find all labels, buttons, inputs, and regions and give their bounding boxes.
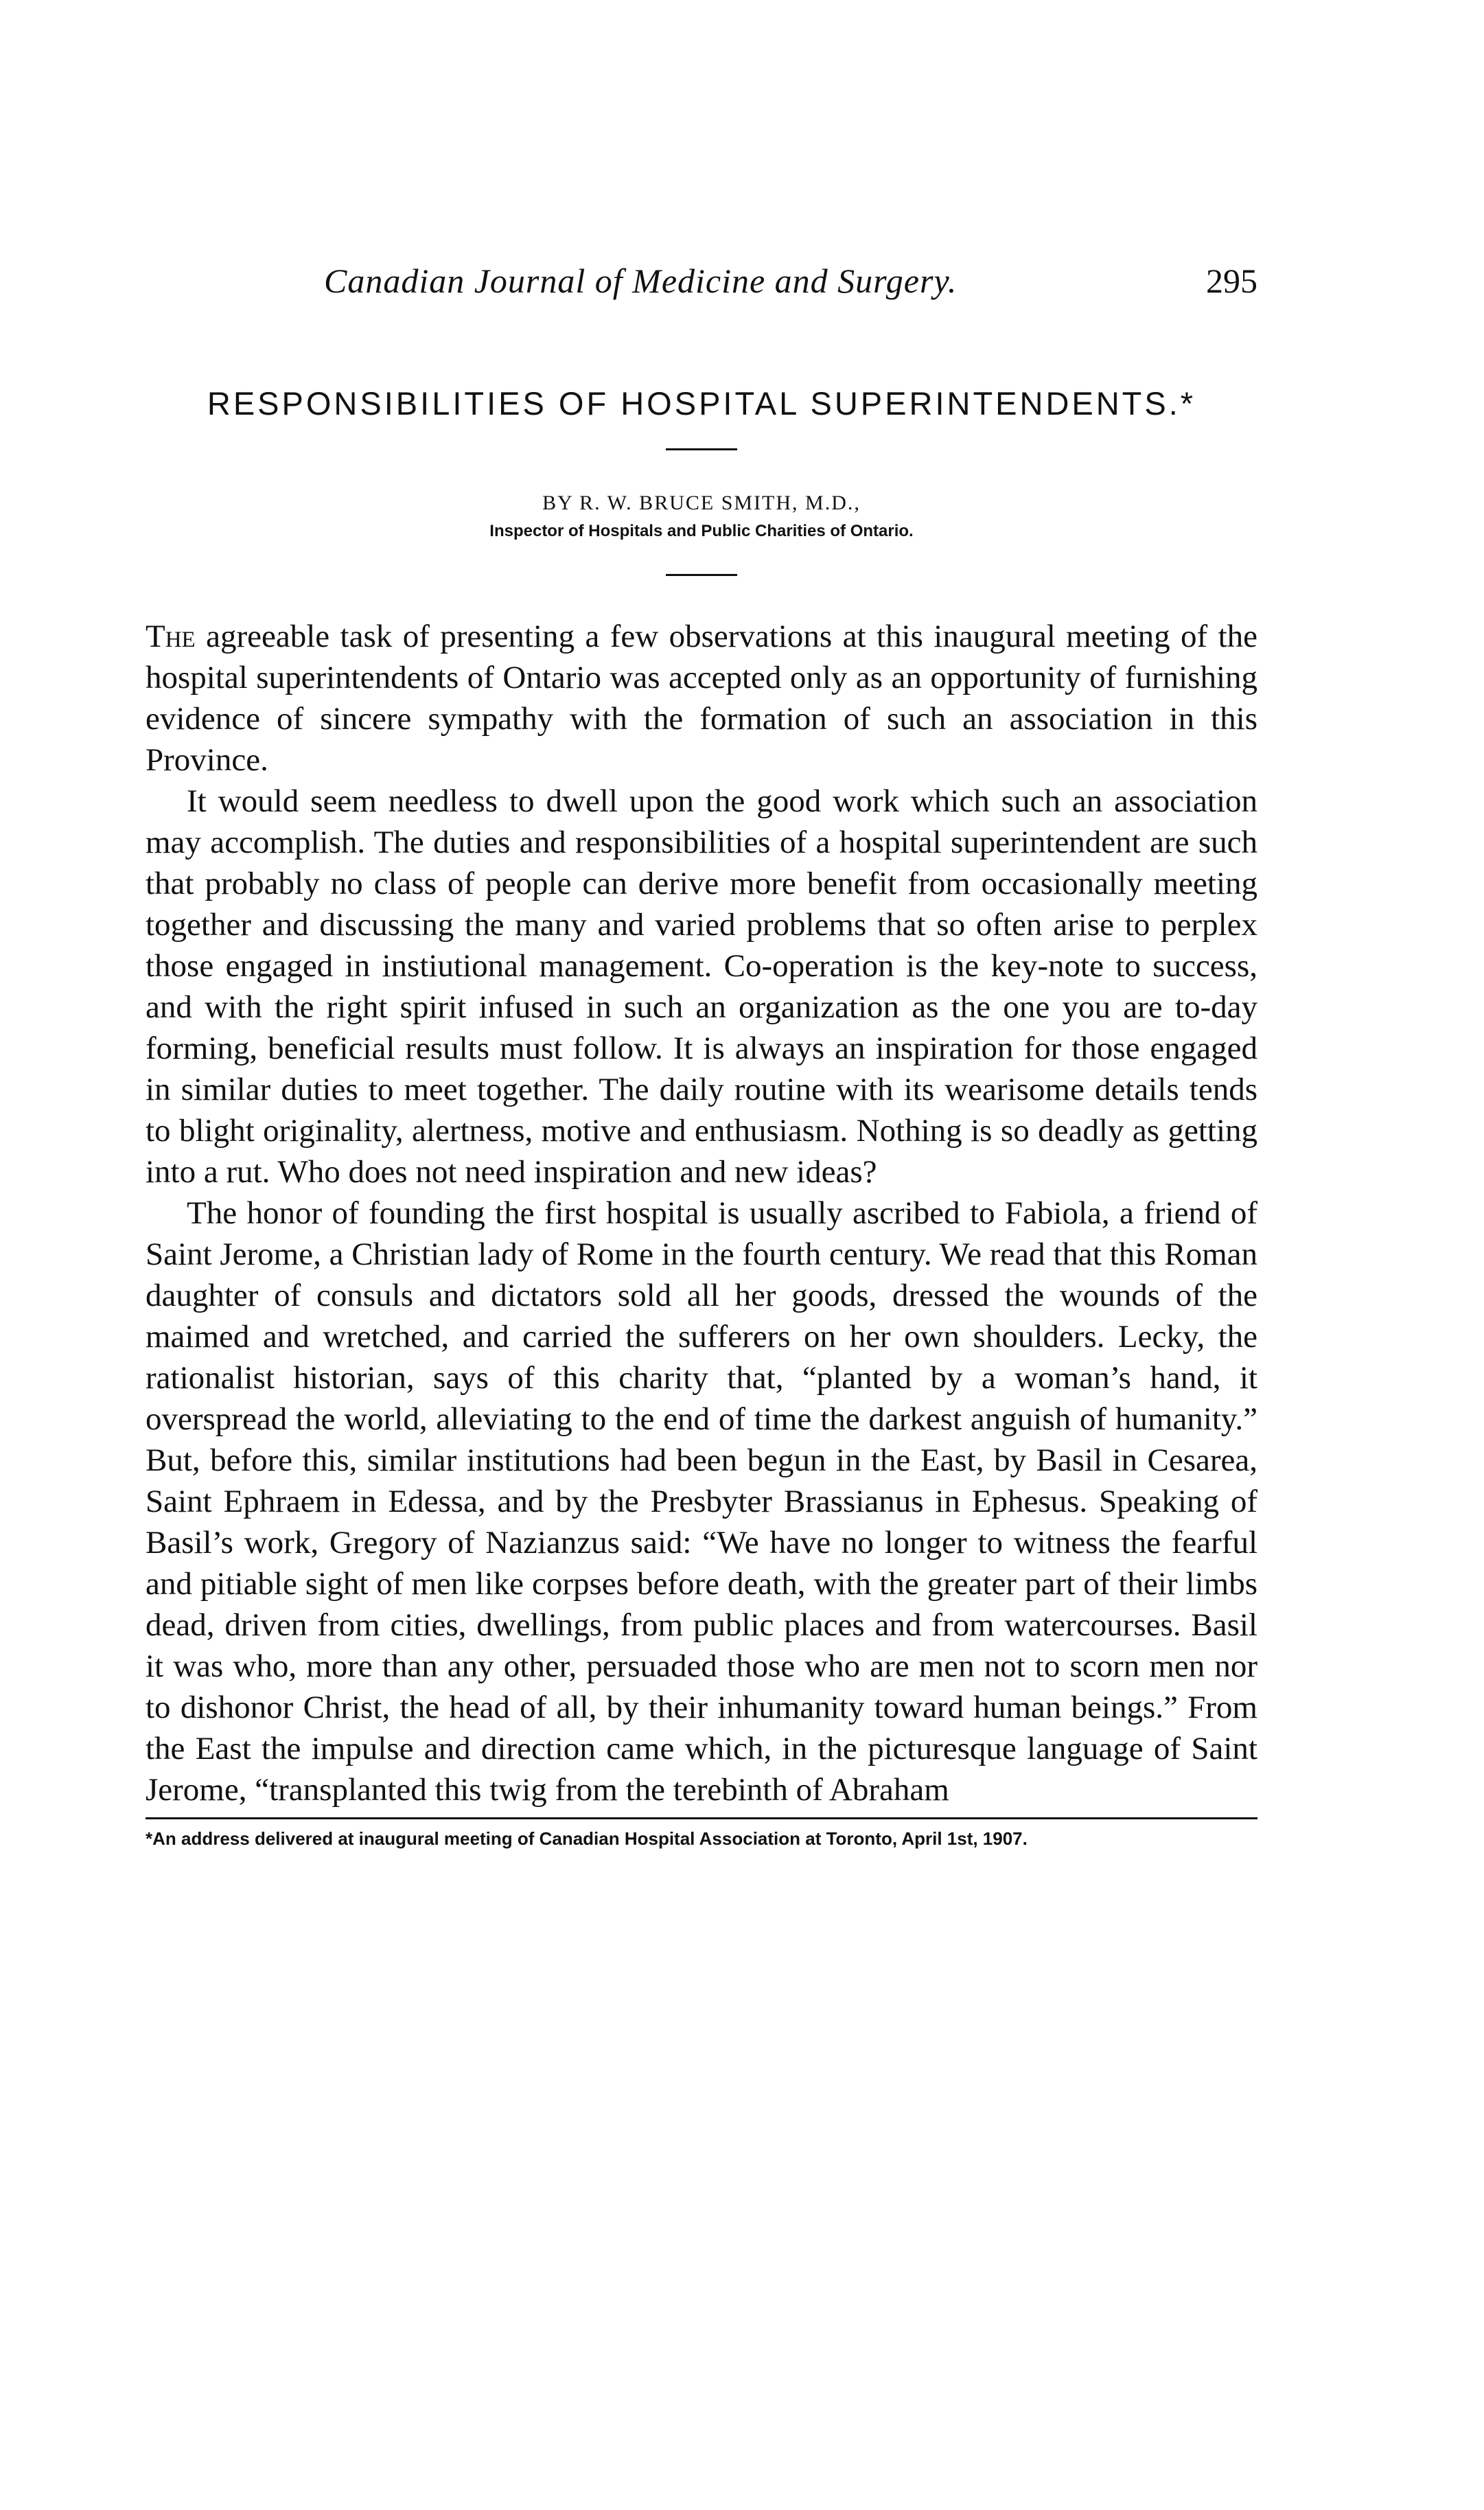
- paragraph-1-lead-word: The: [146, 619, 196, 654]
- author-affiliation: Inspector of Hospitals and Public Charities of Ontario.: [489, 522, 914, 540]
- article-body: [146, 616, 1257, 1810]
- journal-page: [146, 261, 1257, 1850]
- paragraph-2: It would seem needless to dwell upon the good work which such an association may accomplish. The duties and responsibilities of a hospital superintendent are such that probably no class of people can derive more benefit from occasionally meeting together and discussing the many and varied problems that so often arise to perplex those engaged in instiutional management. Co-operation is the key-note to success, and with the right spirit infused in such an organization as the one you are to-day forming, beneficial results must follow. It is always an inspiration for those engaged in similar duties to meet together. The daily routine with its wearisome details tends to blight originality, alertness, motive and enthusiasm. Nothing is so deadly as getting into a rut. Who does not need inspiration and new ideas?: [146, 783, 1257, 1190]
- running-head: [146, 261, 1257, 323]
- footnote: *An address delivered at inaugural meeting of Canadian Hospital Association at Toronto, April 1st, 1907.: [146, 1828, 1028, 1849]
- journal-title: Canadian Journal of Medicine and Surgery.: [324, 262, 958, 300]
- footnote-divider: [146, 1817, 1257, 1819]
- page-number: 295: [1206, 262, 1257, 300]
- title-divider: [666, 448, 737, 450]
- paragraph-1-text: agreeable task of presenting a few observations at this inaugural meeting of the hospital superintendents of Ontario was accepted only as an opportunity of furnishing evidence of sincere sympathy with the formation of such an association in this Province.: [146, 619, 1257, 778]
- author-divider: [666, 574, 737, 576]
- paragraph-3: The honor of founding the first hospital is usually ascribed to Fabiola, a friend of Saint Jerome, a Christian lady of Rome in the fourth century. We read that this Roman daughter of consuls and dictators sold all her goods, dressed the wounds of the maimed and wretched, and carried the sufferers on her own shoulders. Lecky, the rationalist historian, says of this charity that, “planted by a woman’s hand, it overspread the world, alleviating to the end of time the darkest anguish of humanity.” But, before this, similar institutions had been begun in the East, by Basil in Cesarea, Saint Ephraem in Edessa, and by the Presbyter Brassianus in Ephesus. Speaking of Basil’s work, Gregory of Nazianzus said: “We have no longer to witness the fearful and pitiable sight of men like corpses before death, with the greater part of their limbs dead, driven from cities, dwellings, from public places and from watercourses. Basil it was who, more than any other, persuaded those who are men not to scorn men nor to dishonor Christ, the head of all, by their inhumanity toward human beings.” From the East the impulse and direction came which, in the picturesque language of Saint Jerome, “transplanted this twig from the terebinth of Abraham: [146, 1195, 1257, 1808]
- author-byline: BY R. W. BRUCE SMITH, M.D.,: [542, 492, 861, 514]
- article-title: RESPONSIBILITIES OF HOSPITAL SUPERINTENDENTS.*: [207, 385, 1196, 422]
- paragraph-1: [146, 616, 1257, 781]
